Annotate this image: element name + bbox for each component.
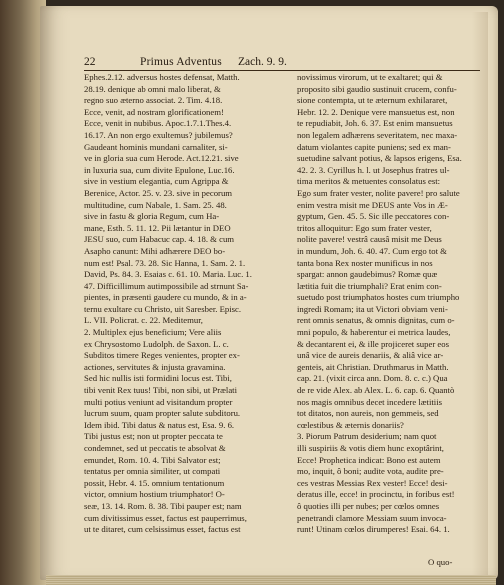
text-line: Asapho canunt: Mihi adhærere DEO bo-: [84, 245, 226, 256]
text-line: Subditos timere Reges venientes, propter ex-: [84, 350, 240, 361]
page-stack-edge: [46, 575, 496, 585]
text-line: lucrum suum, quam propter salute subditoru.: [84, 408, 241, 419]
text-line: 42. 2. 3. Cyrillus h. l. ut Josephus fratres ul-: [297, 164, 450, 175]
text-line: rent omnis senatus, & omnis dignitas, cum o-: [297, 315, 455, 326]
text-line: 3. Piorum Patrum desiderium; nam quot: [297, 431, 437, 442]
header-rule: [84, 70, 480, 71]
text-line: Sed hic nullis isti formidini locus est. Tibi,: [84, 373, 232, 384]
left-text-column: [84, 72, 286, 536]
text-line: ve in gloria sua cum Herode. Act.12.21. sive: [84, 153, 239, 164]
text-line: tot ditatos, non aureis, non gemmeis, sed: [297, 408, 439, 419]
text-line: Tibi justus est; non ut propter peccata te: [84, 431, 223, 442]
text-line: suetudo post triumphatos hostes cum triumpho: [297, 292, 460, 303]
text-line: spargat: annon gaudebimus? Romæ quæ: [297, 269, 438, 280]
text-line: runt! Utinam cœlos dirumperes! Esai. 64. 1.: [297, 524, 450, 535]
text-line: 2. Multiplex ejus beneficium; Vere aliis: [84, 327, 222, 338]
text-line: mni populo, & haberentur ei metrica laudes,: [297, 327, 451, 338]
book-page: [40, 6, 498, 580]
text-line: seæ, 13. 14. Rom. 8. 38. Tibi pauper est; nam: [84, 500, 242, 511]
page-number: 22: [84, 56, 96, 68]
text-line: Ego sum frater vester, nolite pavere! pro salute: [297, 187, 460, 198]
text-line: suetudine salvant potius, & lapsos erigens, Esa.: [297, 153, 462, 164]
text-line: actiones, servitutes & injusta gravamina.: [84, 361, 226, 372]
text-line: Ephes.2.12. adversus hostes defensat, Matth.: [84, 72, 240, 82]
text-line: ô quoties illi per nubes; per cœlos omnes: [297, 500, 440, 511]
text-line: proposito sibi gaudio sustinuit crucem, confu-: [297, 83, 457, 94]
text-line: emundet, Rom. 10. 4. Tibi Salvator est;: [84, 454, 221, 465]
text-line: tentatus per omnia similiter, ut compati: [84, 466, 221, 477]
right-text-column: [297, 72, 498, 536]
text-line: ut te ditaret, cum celsissimus esset, factus est: [84, 524, 241, 535]
text-line: ex Chrysostomo Ludolph. de Saxon. L. c.: [84, 338, 229, 349]
text-line: gyptum, Gen. 45. 5. Sic ille peccatores con-: [297, 211, 450, 222]
text-line: datum violantes capite puniens; sed ex man-: [297, 141, 451, 152]
text-line: ternu exultare cu Christo, uit Saresber. Episc.: [84, 303, 242, 314]
text-line: Hebr. 12. 2. Denique vere mansuetus est, non: [297, 106, 455, 117]
text-line: mo, inquit, ô boni; audite vota, audite pre-: [297, 466, 444, 477]
scripture-reference: Zach. 9. 9.: [238, 56, 287, 68]
text-line: tritos alloquitur: Ego sum frater vester,: [297, 222, 432, 233]
text-line: Ecce! Prophetica indicat: Bono est autem: [297, 454, 441, 465]
text-line: novissimus virorum, ut te exaltaret; qui &: [297, 72, 443, 82]
text-line: deratus ille, ecce! in procinctu, in foribus est!: [297, 489, 455, 500]
text-line: illi suspiriis & votis diem hunc exoptârint,: [297, 443, 444, 453]
text-line: genteis, ait Christian. Druthmarus in Matth.: [297, 361, 449, 372]
text-line: L. VII. Policrat. c. 22. Meditemur,: [84, 315, 203, 326]
text-line: 16.17. An non ergo exultemus? jubilemus?: [84, 129, 233, 140]
text-line: tibi venit Rex tuus! Tibi, non sibi, ut Prælati: [84, 385, 238, 396]
text-line: 28.19. denique ab omni malo liberat, &: [84, 83, 221, 94]
text-line: condemnet, sed ut peccatis te absolvat &: [84, 443, 226, 453]
text-line: Idem ibid. Tibi datus & natus est, Esa. 9. 6.: [84, 419, 235, 430]
text-line: lætitia fuit die triumphali? Erat enim con-: [297, 280, 442, 291]
text-line: de re vide Alex. ab Alex. L. 6. cap. 6. Quantò: [297, 385, 455, 396]
text-line: in luxuria sua, cum divite Epulone, Luc.16.: [84, 164, 235, 175]
text-line: multi potius veniunt ad visitandum propter: [84, 396, 233, 407]
text-line: ces vestras Messias Rex vester! Ecce! desi-: [297, 477, 448, 488]
text-line: penetrandi clamore Messiam suum invoca-: [297, 512, 447, 523]
text-line: nos magis omnibus decet incedere lætitiis: [297, 396, 443, 407]
text-line: unâ vice de aureis denariis, & aliâ vice ar-: [297, 350, 444, 361]
text-line: sive in fastu & gloria Regum, cum Ha-: [84, 211, 220, 222]
text-line: num est! Psal. 73. 28. Sic Hanna, 1. Sam. 2. 1.: [84, 257, 246, 268]
text-line: tanta bona Rex noster munificus in nos: [297, 257, 433, 268]
text-line: nolite pavere! vestrâ causâ misit me Deus: [297, 234, 442, 245]
text-line: non legalem adhærens severitatem, nec maxa-: [297, 129, 458, 140]
text-line: & decantarent ei, & ille projiceret super eos: [297, 338, 449, 349]
text-line: ingredi Romam; ita ut Victori obviam veni-: [297, 303, 448, 314]
text-line: Ecce, venit, ad nostram glorificationem!: [84, 106, 224, 117]
text-line: te repudiabit, Joh. 6. 37. Est enim mansuetus: [297, 118, 453, 129]
page-header: [84, 56, 494, 70]
text-line: cœlestibus & æternis donariis?: [297, 419, 404, 430]
text-line: sive in vestium elegantia, cum Agrippa &: [84, 176, 229, 187]
text-line: regno suo æterno associat. 2. Tim. 4.18.: [84, 95, 223, 106]
text-line: sione contempta, ut te æternum exhilararet,: [297, 95, 448, 106]
text-line: cap. 21. (vixit circa ann. Dom. 8. c. c.) Qua: [297, 373, 448, 384]
text-line: multitudine, cum Nabale, 1. Sam. 25. 48.: [84, 199, 227, 210]
catchword: O quo-: [428, 557, 453, 567]
text-line: David, Ps. 84. 3. Esaias c. 61. 10. Maria. Luc. 1.: [84, 269, 252, 280]
text-line: Ecce, venit in nubibus. Apoc.1.7.1.Thes.4.: [84, 118, 232, 129]
text-line: cum divitissimus esset, factus est pauperrimus,: [84, 512, 247, 523]
text-line: 47. Difficillimum autimpossibile ad strnunt Sa-: [84, 280, 249, 291]
text-line: tima meritos & metuentes consolatus est:: [297, 176, 441, 187]
text-line: pientes, in præsenti gaudere cu mundo, & in a-: [84, 292, 247, 303]
text-line: mane, Esth. 5. 11. 12. Pii lætantur in DEO: [84, 222, 231, 233]
text-line: victor, omnium hostium triumphator! O-: [84, 489, 225, 500]
text-line: Berenice, Actor. 25. v. 23. sive in pecorum: [84, 187, 233, 198]
text-line: possit, Hebr. 4. 15. omnium tentationum: [84, 477, 225, 488]
text-line: enim vestra misit me DEUS ante Vos in Æ-: [297, 199, 448, 210]
text-line: in mundum, Joh. 6. 40. 47. Cum ergo tot &: [297, 245, 447, 256]
running-title: Primus Adventus: [140, 56, 222, 68]
text-line: Gaudeant hominis mundani carnaliter, si-: [84, 141, 228, 152]
text-line: JESU suo, cum Habacuc cap. 4. 18. & cum: [84, 234, 235, 245]
